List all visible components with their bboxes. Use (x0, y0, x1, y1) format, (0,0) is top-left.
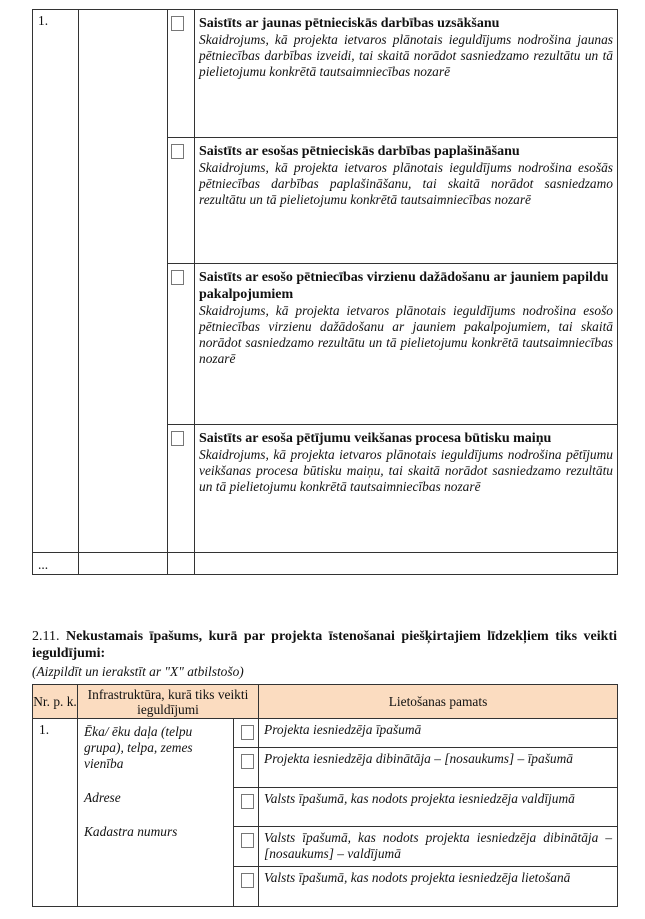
option-title: Saistīts ar esošas pētnieciskās darbības paplašināšanu (199, 144, 520, 159)
option-cell (195, 264, 618, 425)
ellipsis-cell: ... (33, 553, 79, 575)
option-checkbox-cell (234, 867, 259, 907)
research-activity-table (32, 9, 618, 575)
option-text: Valsts īpašumā, kas nodots projekta iesniedzēja lietošanā (259, 867, 618, 907)
header-infrastructure: Infrastruktūra, kurā tiks veikti ieguldījumi (78, 685, 259, 719)
header-row (33, 685, 618, 719)
checkbox[interactable] (171, 16, 184, 31)
option-title: Saistīts ar esoša pētījumu veikšanas procesa būtisku maiņu (199, 431, 552, 446)
checkbox[interactable] (241, 873, 254, 888)
option-checkbox-cell (168, 264, 195, 425)
section-heading (32, 628, 617, 662)
row-number: 1. (33, 10, 79, 553)
empty-cell (195, 553, 618, 575)
option-checkbox-cell (234, 827, 259, 867)
option-description: Skaidrojums, kā projekta ietvaros plānotais ieguldījums nodrošina jaunas pētniecības darbības izveidi, tai skaitā norādot sasniedzamo rezultātu un tā pielietojumu konkrētā tautsaimniecības nozarē (199, 32, 613, 79)
empty-cell (79, 553, 168, 575)
checkbox[interactable] (171, 270, 184, 285)
header-nr: Nr. p. k. (33, 685, 78, 719)
checkbox[interactable] (241, 754, 254, 769)
table-row (33, 10, 618, 138)
empty-cell (79, 10, 168, 553)
checkbox[interactable] (241, 794, 254, 809)
table-row (33, 553, 618, 575)
option-text: Valsts īpašumā, kas nodots projekta iesniedzēja dibinātāja – [nosaukums] – valdījumā (259, 827, 618, 867)
option-title: Saistīts ar jaunas pētnieciskās darbības uzsākšanu (199, 16, 500, 31)
checkbox[interactable] (171, 431, 184, 446)
option-description: Skaidrojums, kā projekta ietvaros plānotais ieguldījums nodrošina esošās pētniecības darbības paplašināšanu, tai skaitā norādot sasniedzamo rezultātu un tā pielietojumu konkrētā tautsaimniecības nozarē (199, 160, 613, 207)
table-row (33, 719, 618, 748)
section-title: Nekustamais īpašums, kurā par projekta īstenošanai piešķirtajiem līdzekļiem tiks veikti ieguldījumi: (32, 629, 617, 661)
row-number: 1. (33, 719, 78, 907)
option-checkbox-cell (234, 719, 259, 748)
section-note: (Aizpildīt un ierakstīt ar "X" atbilstošo) (32, 664, 244, 679)
option-checkbox-cell (168, 138, 195, 264)
real-estate-table (32, 684, 618, 907)
option-checkbox-cell (168, 425, 195, 553)
option-checkbox-cell (234, 788, 259, 827)
header-basis: Lietošanas pamats (259, 685, 618, 719)
checkbox[interactable] (241, 833, 254, 848)
cadastre-label: Kadastra numurs (84, 824, 178, 839)
building-label: Ēka/ ēku daļa (telpu grupa), telpa, zemes vienība (84, 724, 193, 771)
infrastructure-cell (78, 719, 234, 907)
checkbox[interactable] (241, 725, 254, 740)
option-text: Projekta iesniedzēja īpašumā (259, 719, 618, 748)
section-number: 2.11. (32, 629, 60, 644)
option-cell (195, 138, 618, 264)
address-label: Adrese (84, 790, 121, 805)
option-cell (195, 10, 618, 138)
option-checkbox-cell (168, 10, 195, 138)
option-cell (195, 425, 618, 553)
option-text: Projekta iesniedzēja dibinātāja – [nosaukums] – īpašumā (259, 748, 618, 788)
option-description: Skaidrojums, kā projekta ietvaros plānotais ieguldījums nodrošina esošo pētniecības virzienu dažādošanu ar jauniem pakalpojumiem, tai skaitā norādot sasniedzamo rezultātu un tā pielietojumu konkrētā tautsaimniecības nozarē (199, 303, 613, 366)
checkbox[interactable] (171, 144, 184, 159)
option-title: Saistīts ar esošo pētniecības virzienu dažādošanu ar jauniem papildu pakalpojumiem (199, 270, 609, 302)
option-checkbox-cell (234, 748, 259, 788)
option-description: Skaidrojums, kā projekta ietvaros plānotais ieguldījums nodrošina pētījumu veikšanas procesa būtisku maiņu, tai skaitā norādot sasniedzamo rezultātu un tā pielietojumu konkrētā tautsaimniecības nozarē (199, 447, 613, 494)
empty-cell (168, 553, 195, 575)
option-text: Valsts īpašumā, kas nodots projekta iesniedzēja valdījumā (259, 788, 618, 827)
